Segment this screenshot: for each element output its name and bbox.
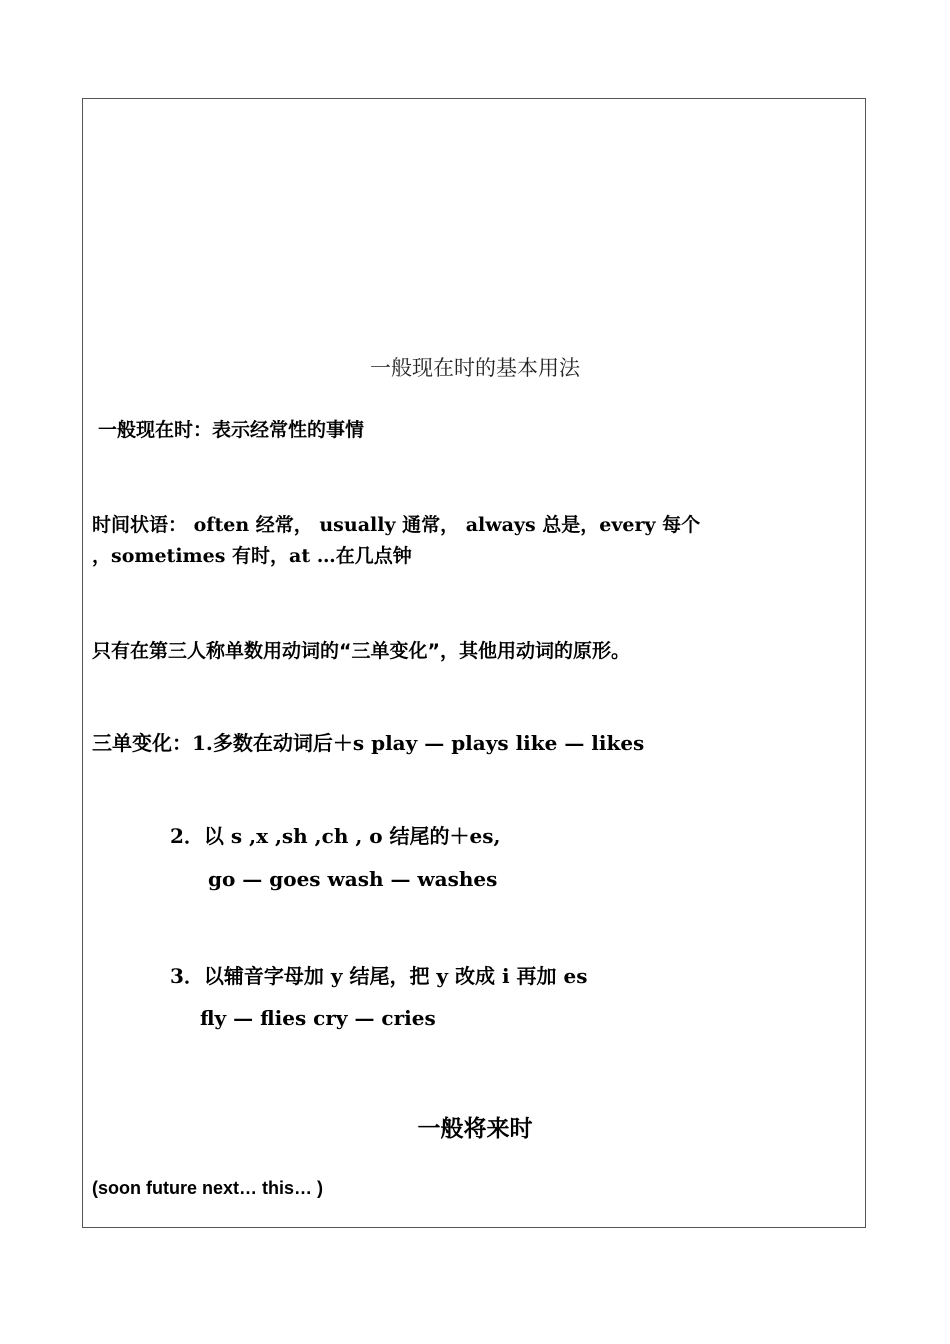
- time-adverbials-line-1: 时间状语： often 经常， usually 通常， always 总是，every 每个: [92, 514, 701, 536]
- rule-1: 三单变化：1.多数在动词后＋s play — plays like — likes: [92, 731, 645, 755]
- rule-3: 3．以辅音字母加 y 结尾，把 y 改成 i 再加 es: [170, 964, 588, 988]
- rule-2: 2．以 s ,x ,sh ,ch , o 结尾的＋es,: [170, 824, 501, 848]
- definition-line: 一般现在时：表示经常性的事情: [98, 419, 365, 441]
- third-person-rule: 只有在第三人称单数用动词的“三单变化”，其他用动词的原形。: [92, 640, 630, 662]
- future-tense-title: 一般将来时: [417, 1116, 533, 1142]
- future-adverbials: (soon future next… this… ): [92, 1178, 323, 1198]
- document-title: 一般现在时的基本用法: [370, 356, 580, 380]
- page-border: [82, 98, 866, 1228]
- rule-3-examples: fly — flies cry — cries: [200, 1006, 436, 1030]
- rule-2-examples: go — goes wash — washes: [208, 867, 498, 891]
- time-adverbials-line-2: ，sometimes 有时，at …在几点钟: [92, 545, 412, 567]
